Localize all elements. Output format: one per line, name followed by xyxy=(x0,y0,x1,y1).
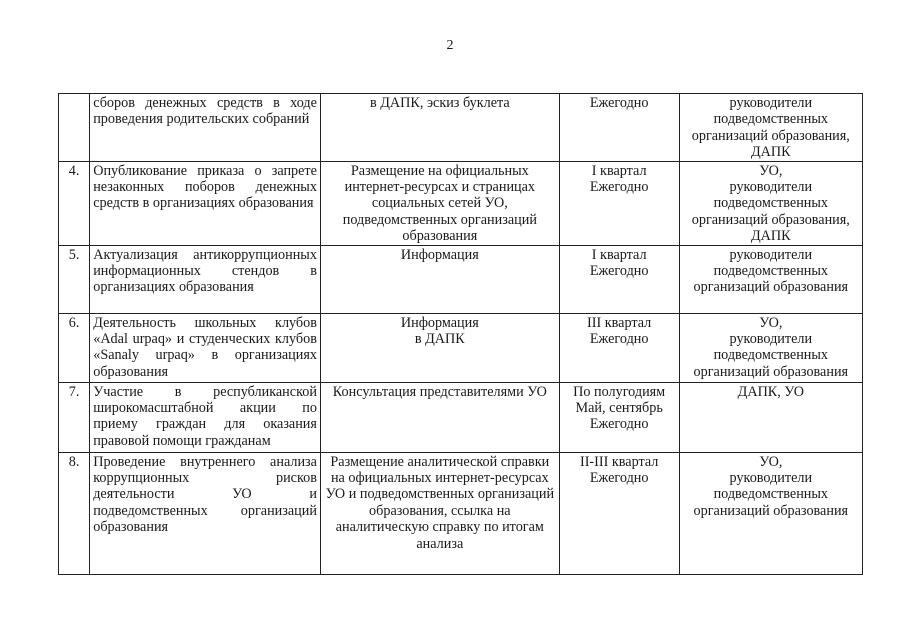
term-text: По полугодиям Май, сентябрь Ежегодно xyxy=(573,383,666,433)
responsible-cell xyxy=(679,382,862,452)
term-text: III квартал Ежегодно xyxy=(587,314,652,348)
responsible-text: руководители подведомственных организаций образования, ДАПК xyxy=(691,95,850,161)
action-text: Опубликование приказа о запрете незаконных поборов денежных средств в организациях образования xyxy=(93,162,317,212)
row-number-cell xyxy=(59,313,90,382)
table-row xyxy=(59,382,863,452)
completion-form-cell xyxy=(320,382,559,452)
table-row xyxy=(59,313,863,382)
term-cell xyxy=(559,382,679,452)
term-text: Ежегодно xyxy=(589,95,649,111)
responsible-cell xyxy=(679,452,862,574)
term-cell xyxy=(559,313,679,382)
completion-form-text: в ДАПК, эскиз буклета xyxy=(369,95,510,111)
completion-form-cell xyxy=(320,161,559,245)
responsible-cell xyxy=(679,94,862,162)
term-cell xyxy=(559,452,679,574)
completion-form-text: Размещение аналитической справки на официальных интернет-ресурсах УО и подведомственных организаций образования, ссылка на аналитическую справку по итогам анализа xyxy=(325,453,555,552)
completion-form-text: Информация xyxy=(400,246,479,263)
responsible-text: УО, руководители подведомственных организаций образования, ДАПК xyxy=(691,162,850,245)
completion-form-cell xyxy=(320,313,559,382)
action-text: сборов денежных средств в ходе проведения родительских собраний xyxy=(93,95,317,128)
action-cell xyxy=(90,382,321,452)
completion-form-cell xyxy=(320,245,559,313)
row-number: 7. xyxy=(68,383,80,400)
completion-form-cell xyxy=(320,94,559,162)
action-text: Актуализация антикоррупционных информационных стендов в организациях образования xyxy=(93,246,317,296)
row-number-cell xyxy=(59,161,90,245)
term-cell xyxy=(559,94,679,162)
action-cell xyxy=(90,313,321,382)
row-number: 6. xyxy=(68,314,80,331)
row-number: 5. xyxy=(68,246,80,263)
row-number-cell xyxy=(59,94,90,162)
action-cell xyxy=(90,452,321,574)
term-text: I квартал Ежегодно xyxy=(589,246,649,280)
responsible-text: ДАПК, УО xyxy=(737,383,804,400)
responsible-cell xyxy=(679,161,862,245)
completion-form-cell xyxy=(320,452,559,574)
responsible-cell xyxy=(679,245,862,313)
term-text: I квартал Ежегодно xyxy=(589,162,649,196)
action-plan-table xyxy=(58,93,863,575)
table-row xyxy=(59,94,863,162)
table-row xyxy=(59,245,863,313)
row-number: 8. xyxy=(68,453,80,470)
term-cell xyxy=(559,161,679,245)
table-body xyxy=(59,94,863,575)
table-row xyxy=(59,161,863,245)
action-text: Проведение внутреннего анализа коррупционных рисков деятельности УО и подведомственных организаций образования xyxy=(93,453,317,536)
action-text: Участие в республиканской широкомасштабной акции по приему граждан для оказания правовой помощи гражданам xyxy=(93,383,317,449)
row-number: 4. xyxy=(68,162,80,179)
completion-form-text: Информация в ДАПК xyxy=(400,314,479,348)
action-text: Деятельность школьных клубов «Adal urpaq» и студенческих клубов «Sanaly urpaq» в организациях образования xyxy=(93,314,317,380)
row-number-cell xyxy=(59,245,90,313)
responsible-text: УО, руководители подведомственных организаций образования xyxy=(693,314,849,380)
responsible-cell xyxy=(679,313,862,382)
completion-form-text: Размещение на официальных интернет-ресурсах и страницах социальных сетей УО, подведомственных организаций образования xyxy=(342,162,537,245)
action-cell xyxy=(90,161,321,245)
table-row xyxy=(59,452,863,574)
responsible-text: руководители подведомственных организаций образования xyxy=(693,246,849,296)
action-cell xyxy=(90,94,321,162)
term-text: II-III квартал Ежегодно xyxy=(579,453,659,487)
term-cell xyxy=(559,245,679,313)
row-number-cell xyxy=(59,452,90,574)
responsible-text: УО, руководители подведомственных организаций образования xyxy=(693,453,849,519)
row-number-cell xyxy=(59,382,90,452)
completion-form-text: Консультация представителями УО xyxy=(332,383,547,400)
page-number: 2 xyxy=(446,38,454,53)
action-cell xyxy=(90,245,321,313)
